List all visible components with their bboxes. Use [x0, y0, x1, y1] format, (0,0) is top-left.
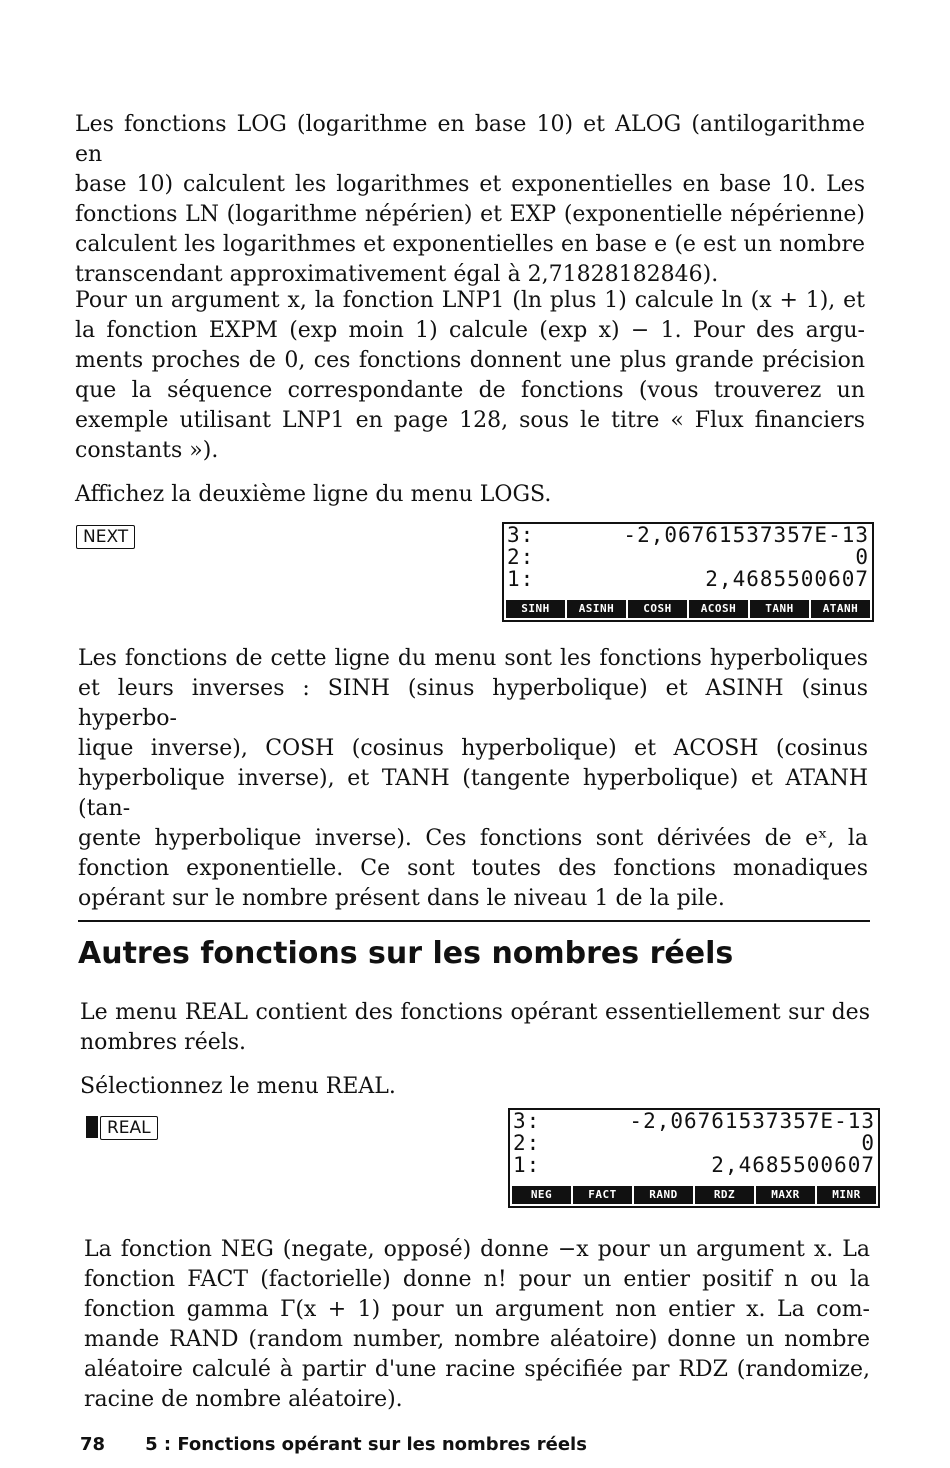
text-line: constants »).	[75, 438, 219, 463]
calculator-display-real	[508, 1108, 880, 1208]
text-line: mande RAND (random number, nombre aléatoire) donne un nombre	[84, 1327, 870, 1352]
section-divider	[78, 920, 870, 922]
paragraph-log-functions	[75, 110, 865, 290]
text-line: Affichez la deuxième ligne du menu LOGS.	[75, 482, 552, 507]
stack-level: 2:	[513, 1131, 541, 1155]
calculator-display-logs	[502, 522, 874, 622]
softkey-atanh: ATANH	[811, 600, 870, 618]
text-line: fonction FACT (factorielle) donne n! pour un entier positif n ou la	[84, 1267, 870, 1292]
stack-row-1	[510, 1154, 878, 1176]
page-number: 78	[80, 1434, 106, 1455]
text-line: fonction gamma Γ(x + 1) pour un argument non entier x. La com-	[84, 1297, 870, 1322]
stack-value: 0	[861, 1131, 875, 1155]
stack-level: 3:	[507, 523, 535, 547]
text-line: Pour un argument x, la fonction LNP1 (ln plus 1) calcule ln (x + 1), et	[75, 288, 865, 313]
text-line: que la séquence correspondante de fonctions (vous trouverez un	[75, 378, 865, 403]
page-footer	[80, 1434, 587, 1455]
softkey-rand: RAND	[634, 1186, 693, 1204]
text-line: la fonction EXPM (exp moin 1) calcule (exp x) − 1. Pour des argu-	[75, 318, 865, 343]
text-line: fonctions LN (logarithme népérien) et EXP (exponentielle népérienne)	[75, 202, 865, 227]
text-line: La fonction NEG (negate, opposé) donne −x pour un argument x. La	[84, 1237, 870, 1262]
chapter-title: 5 : Fonctions opérant sur les nombres réels	[145, 1434, 587, 1455]
text-line: racine de nombre aléatoire).	[84, 1387, 403, 1412]
stack-value: 2,4685500607	[705, 567, 869, 591]
stack-value: -2,06761537357E-13	[629, 1109, 875, 1133]
text-line: et leurs inverses : SINH (sinus hyperbolique) et ASINH (sinus hyperbo-	[78, 676, 868, 731]
stack-value: -2,06761537357E-13	[623, 523, 869, 547]
stack-value: 0	[855, 545, 869, 569]
softkey-neg: NEG	[512, 1186, 571, 1204]
section-heading: Autres fonctions sur les nombres réels	[78, 936, 734, 971]
text-line: lique inverse), COSH (cosinus hyperbolique) et ACOSH (cosinus	[78, 736, 868, 761]
real-key: REAL	[100, 1116, 158, 1140]
text-line: opérant sur le nombre présent dans le niveau 1 de la pile.	[78, 886, 725, 911]
instruction-select-real-menu	[80, 1072, 870, 1102]
text-line: Les fonctions de cette ligne du menu sont les fonctions hyperboliques	[78, 646, 868, 671]
text-line: exemple utilisant LNP1 en page 128, sous le titre « Flux financiers	[75, 408, 865, 433]
softkey-tanh: TANH	[750, 600, 809, 618]
paragraph-neg-fact-rand	[84, 1235, 870, 1415]
next-key: NEXT	[76, 525, 135, 549]
instruction-show-logs-menu	[75, 480, 865, 510]
softkey-maxr: MAXR	[756, 1186, 815, 1204]
text-line: gente hyperbolique inverse). Ces fonctions sont dérivées de eˣ, la	[78, 826, 868, 851]
stack-level: 2:	[507, 545, 535, 569]
paragraph-hyperbolic	[78, 644, 868, 914]
softkey-menu	[512, 1186, 876, 1204]
text-line: ments proches de 0, ces fonctions donnent une plus grande précision	[75, 348, 865, 373]
stack-row-2	[510, 1132, 878, 1154]
softkey-sinh: SINH	[506, 600, 565, 618]
stack-value: 2,4685500607	[711, 1153, 875, 1177]
stack-row-3	[510, 1110, 878, 1132]
text-line: Les fonctions LOG (logarithme en base 10) et ALOG (antilogarithme en	[75, 112, 865, 167]
paragraph-real-menu	[80, 998, 870, 1058]
stack-row-2	[504, 546, 872, 568]
stack-row-3	[504, 524, 872, 546]
shift-key-icon	[86, 1116, 98, 1138]
text-line: Sélectionnez le menu REAL.	[80, 1074, 396, 1099]
softkey-rdz: RDZ	[695, 1186, 754, 1204]
paragraph-lnp1-expm	[75, 286, 865, 466]
text-line: nombres réels.	[80, 1030, 247, 1055]
softkey-fact: FACT	[573, 1186, 632, 1204]
text-line: aléatoire calculé à partir d'une racine spécifiée par RDZ (randomize,	[84, 1357, 870, 1382]
softkey-cosh: COSH	[628, 600, 687, 618]
text-line: transcendant approximativement égal à 2,71828182846).	[75, 262, 719, 287]
text-line: hyperbolique inverse), et TANH (tangente hyperbolique) et ATANH (tan-	[78, 766, 868, 821]
softkey-asinh: ASINH	[567, 600, 626, 618]
softkey-menu	[506, 600, 870, 618]
stack-level: 1:	[513, 1153, 541, 1177]
stack-level: 1:	[507, 567, 535, 591]
softkey-acosh: ACOSH	[689, 600, 748, 618]
text-line: base 10) calculent les logarithmes et exponentielles en base 10. Les	[75, 172, 865, 197]
text-line: fonction exponentielle. Ce sont toutes des fonctions monadiques	[78, 856, 868, 881]
stack-row-1	[504, 568, 872, 590]
softkey-minr: MINR	[817, 1186, 876, 1204]
stack-level: 3:	[513, 1109, 541, 1133]
text-line: Le menu REAL contient des fonctions opérant essentiellement sur des	[80, 1000, 870, 1025]
text-line: calculent les logarithmes et exponentielles en base e (e est un nombre	[75, 232, 865, 257]
